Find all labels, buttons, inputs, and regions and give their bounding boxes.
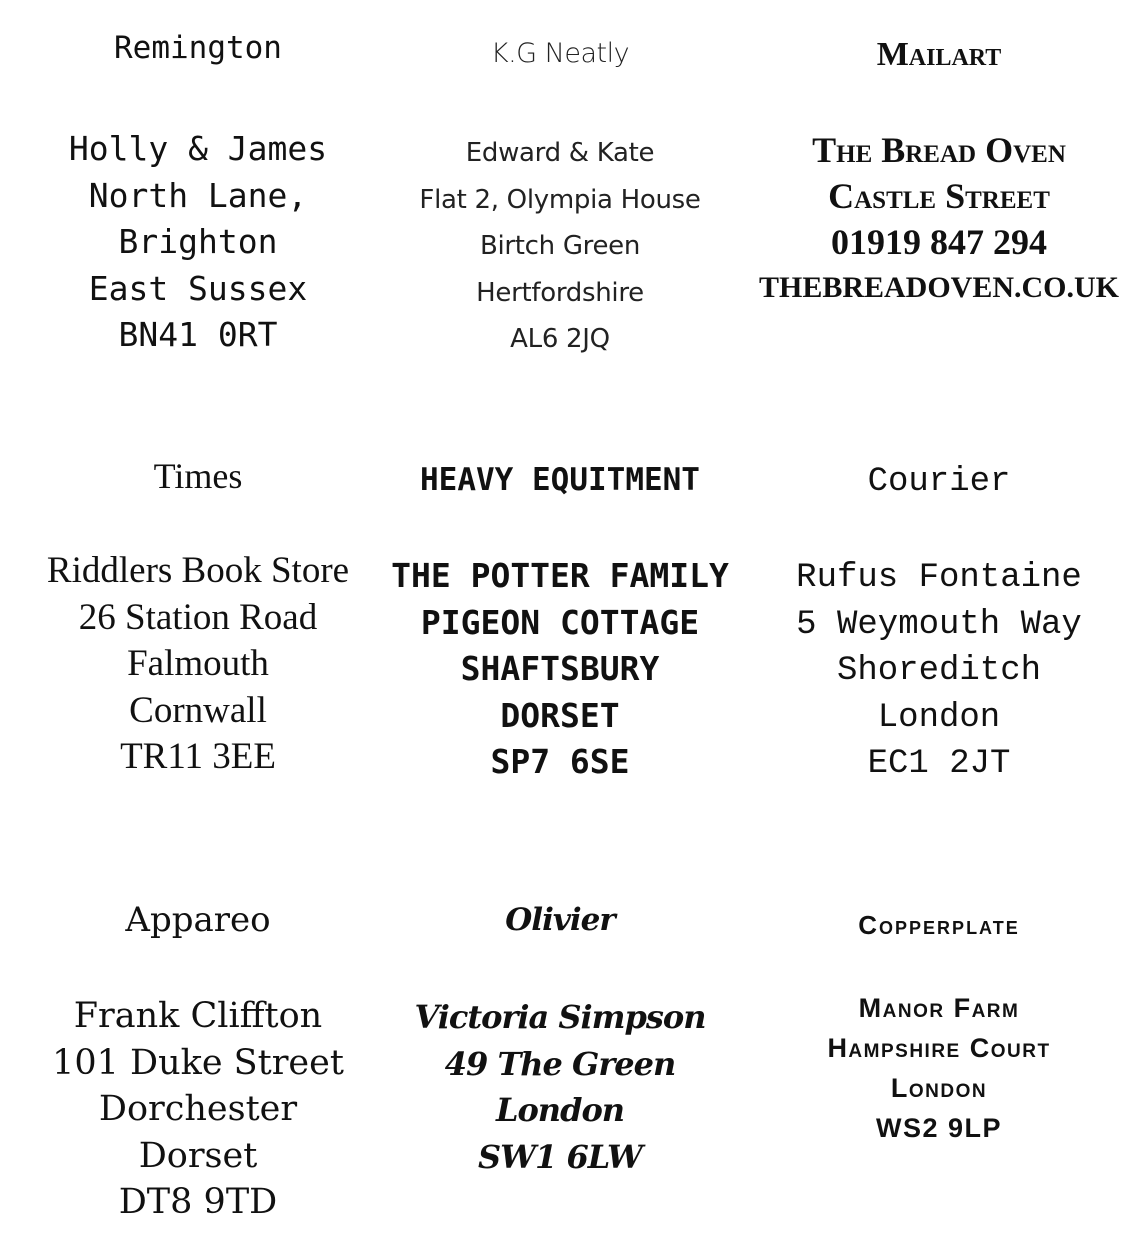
font-name-label: Copperplate [858, 910, 1020, 940]
phone-line: 01919 847 294 [831, 222, 1047, 262]
font-name-label: HEAVY EQUITMENT [420, 462, 700, 498]
address-line: Frank Cliffton [73, 996, 323, 1036]
address-line: Brighton [118, 222, 278, 261]
address-line: DORSET [500, 695, 620, 735]
address-line: Hampshire Court [827, 1033, 1051, 1063]
address-line: 26 Station Road [78, 596, 318, 638]
address-line: DT8 9TD [118, 1182, 278, 1222]
address-line: SHAFTSBURY [460, 649, 660, 688]
address-line: Flat 2, Olympia House [419, 184, 701, 215]
address-line: Victoria Simpson [414, 998, 706, 1036]
font-name-label: Mailart [876, 36, 1002, 73]
font-name-label: Times [153, 456, 243, 496]
address-line: London [877, 698, 1001, 737]
address-line: SW1 6LW [478, 1137, 642, 1176]
address-line: 49 The Green [444, 1044, 676, 1083]
address-line: 101 Duke Street [52, 1042, 344, 1083]
address-line: Rufus Fontaine [796, 559, 1082, 597]
address-line: AL6 2JQ [510, 324, 610, 354]
font-name-label: K.G Neatly [490, 38, 630, 69]
address-line: The Bread Oven [812, 130, 1066, 170]
address-block [749, 988, 1129, 1148]
address-line: London [495, 1091, 625, 1129]
address-block [370, 130, 750, 363]
address-line: THE POTTER FAMILY [391, 556, 729, 595]
address-line: PIGEON COTTAGE [420, 602, 700, 642]
font-name-label: Courier [867, 463, 1011, 501]
address-line: EC1 2JT [867, 745, 1011, 783]
address-block [749, 555, 1129, 788]
address-line: Birtch Green [479, 231, 641, 261]
address-line: 5 Weymouth Way [796, 605, 1082, 644]
address-line: BN41 0RT [118, 315, 278, 354]
address-line: North Lane, [88, 175, 308, 215]
address-line: SP7 6SE [490, 742, 630, 781]
address-line: Riddlers Book Store [46, 550, 350, 591]
address-line: Shoreditch [836, 652, 1042, 690]
address-line: Dorset [138, 1135, 258, 1176]
website-line: THEBREADOVEN.CO.UK [758, 271, 1120, 304]
font-name-label: Appareo [125, 900, 271, 940]
address-block [8, 126, 388, 359]
address-block [370, 553, 750, 786]
address-block [8, 993, 388, 1226]
address-line: Manor Farm [858, 993, 1020, 1023]
address-line: TR11 3EE [120, 736, 276, 777]
address-line: London [890, 1073, 988, 1103]
address-line: Cornwall [129, 689, 267, 731]
address-line: East Sussex [88, 268, 308, 308]
address-line: Hertfordshire [476, 277, 644, 308]
address-line: Edward & Kate [465, 138, 655, 168]
font-name-label: Remington [114, 30, 282, 66]
address-block [8, 548, 388, 781]
address-line: Dorchester [98, 1089, 298, 1129]
address-block [749, 127, 1129, 311]
address-line: WS2 9LP [875, 1113, 1003, 1143]
address-line: Holly & James [68, 129, 328, 168]
font-name-label: Olivier [505, 902, 615, 938]
address-block [370, 994, 750, 1180]
address-line: Castle Street [828, 176, 1050, 216]
address-line: Falmouth [127, 643, 269, 684]
